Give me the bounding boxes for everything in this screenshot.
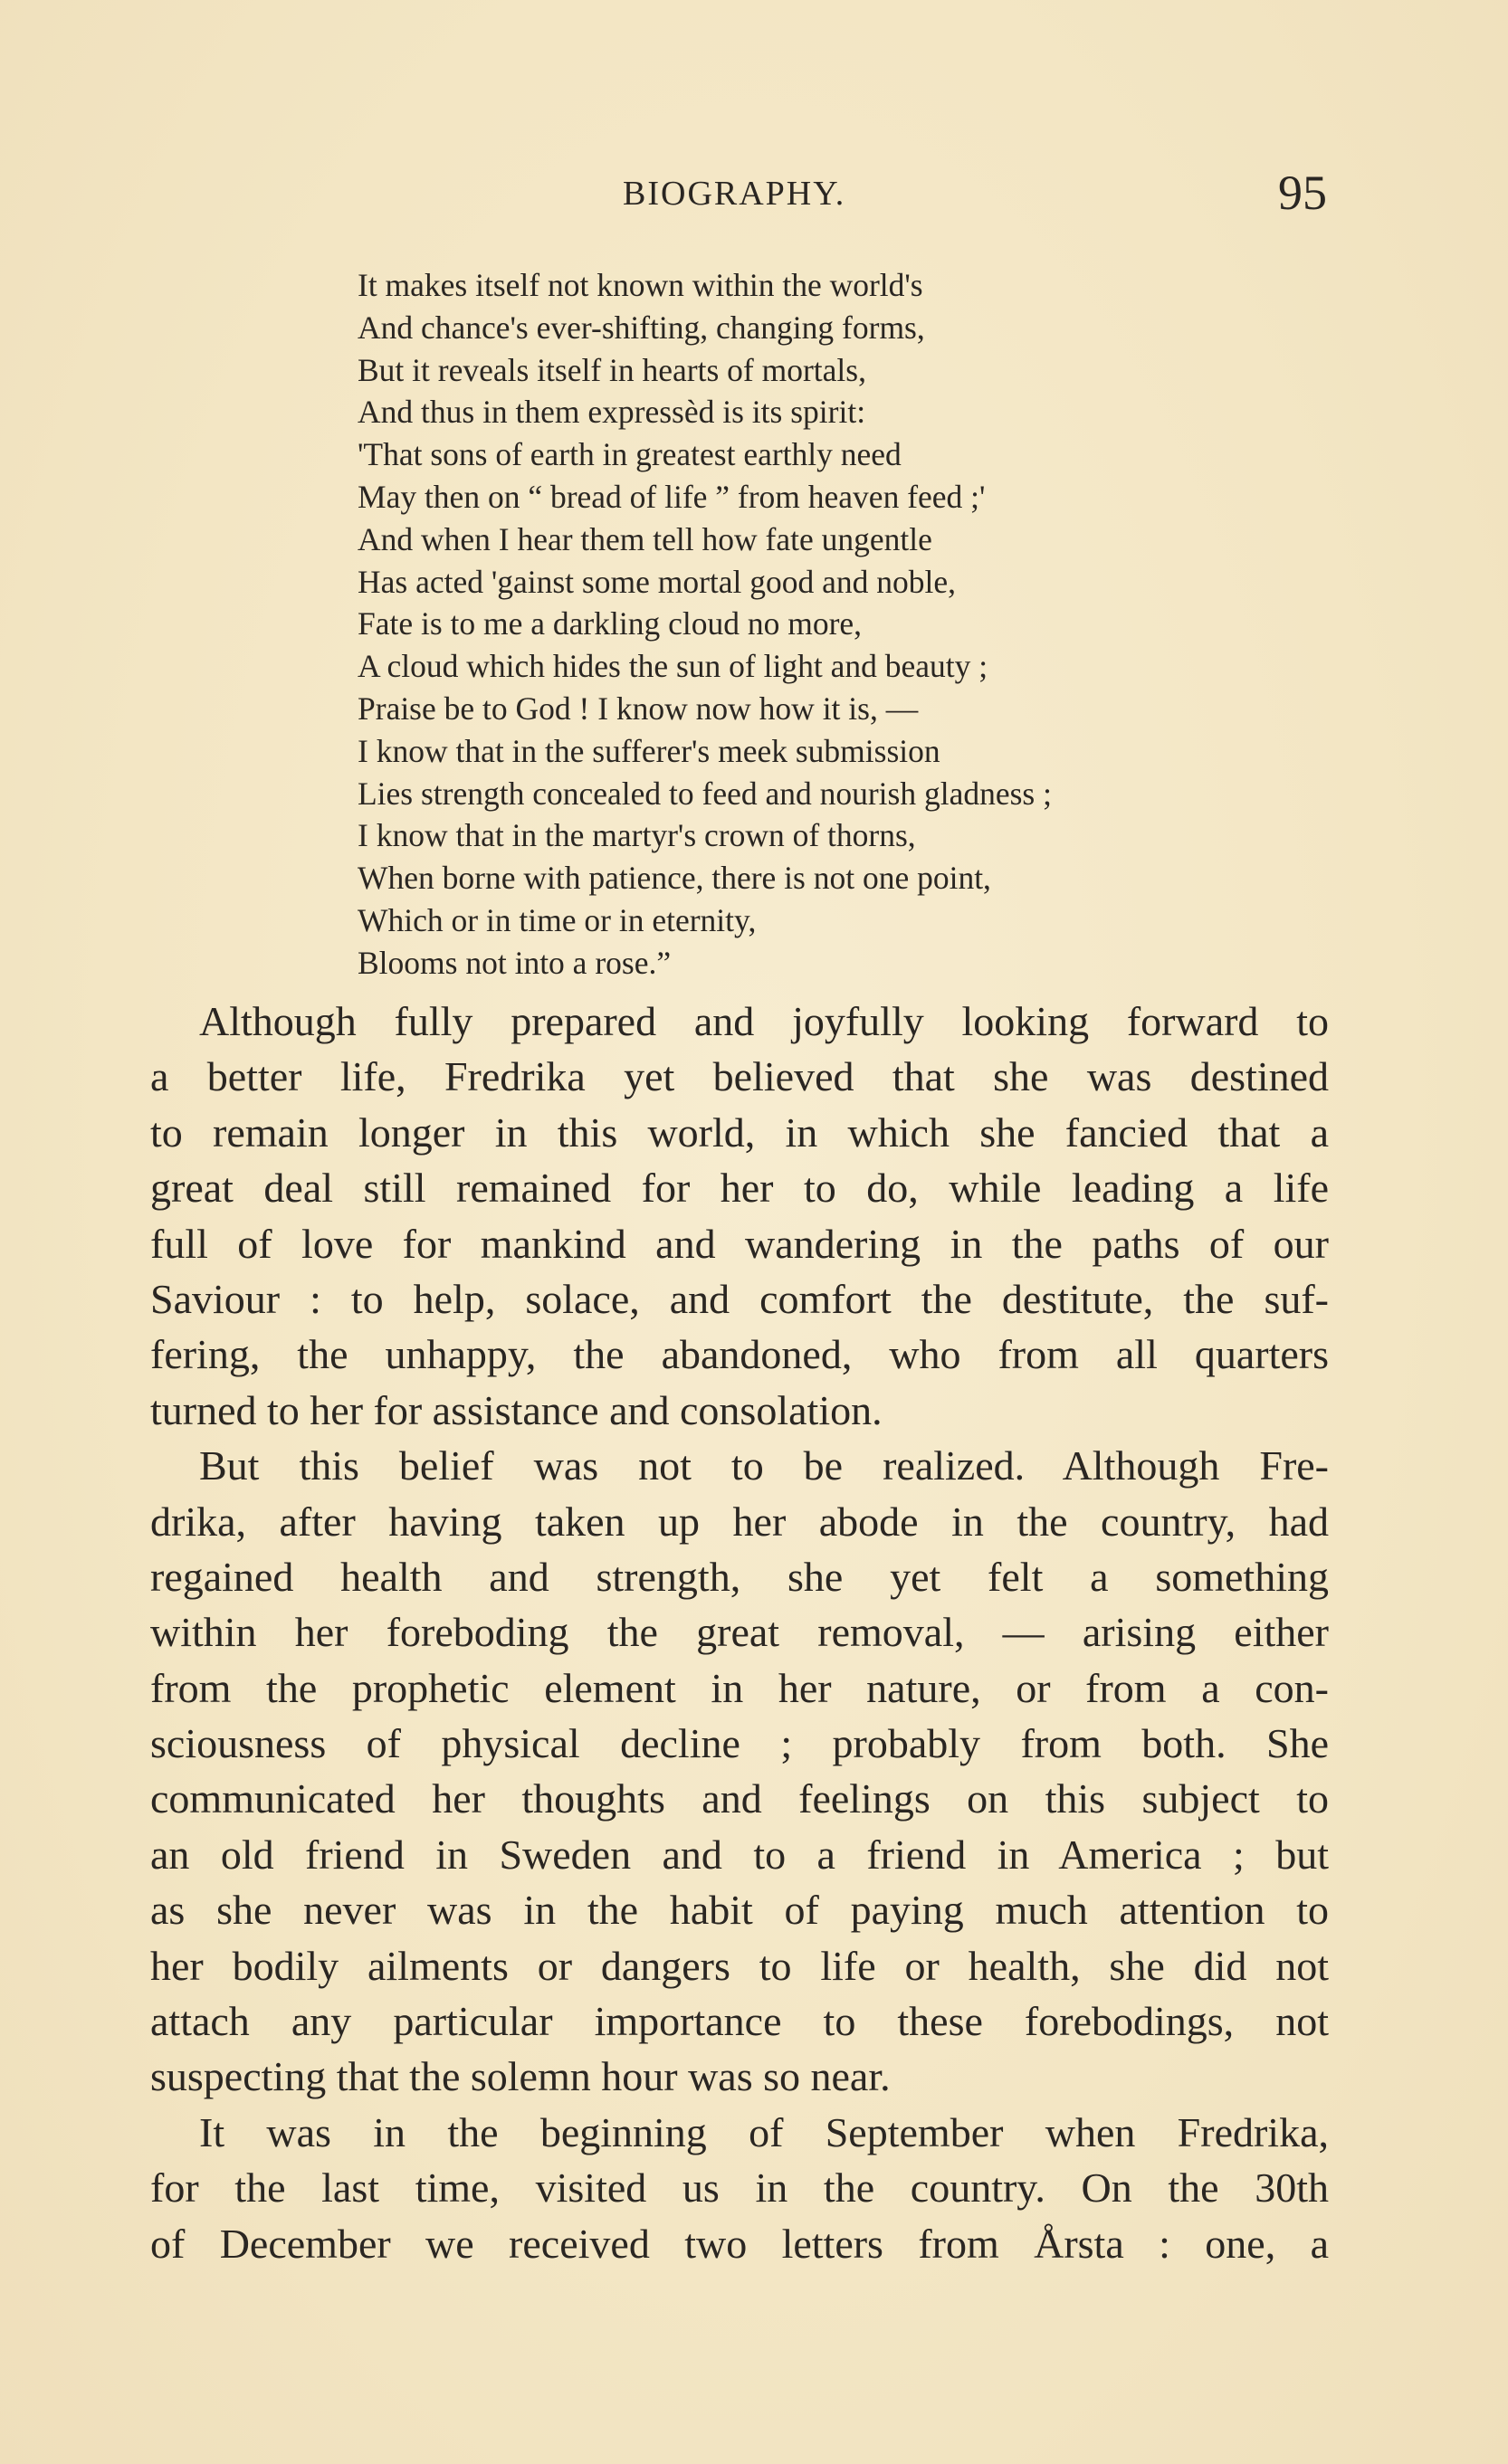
poem-line: When borne with patience, there is not one point, <box>358 860 991 897</box>
poem-line: Has acted 'gainst some mortal good and noble, <box>358 563 957 600</box>
text-line: But this belief was not to be realized. Although Fre- <box>199 1442 1329 1489</box>
text-line: within her foreboding the great removal, — arising either <box>150 1609 1329 1656</box>
text-line: communicated her thoughts and feelings on this subject to <box>150 1775 1329 1822</box>
poem-line: I know that in the martyr's crown of thorns, <box>358 817 916 854</box>
text-line: full of love for mankind and wandering in the paths of our <box>150 1220 1329 1267</box>
text-line: an old friend in Sweden and to a friend in America ; but <box>150 1831 1329 1878</box>
text-line: attach any particular importance to these forebodings, not <box>150 1998 1329 2045</box>
text-line: great deal still remained for her to do, while leading a life <box>150 1165 1329 1212</box>
text-line: from the prophetic element in her nature, or from a con- <box>150 1664 1329 1711</box>
poem-line: Fate is to me a darkling cloud no more, <box>358 605 863 642</box>
poem-line: Praise be to God ! I know now how it is, — <box>358 690 919 727</box>
text-line: of December we received two letters from Årsta : one, a <box>150 2220 1329 2267</box>
poem-line: 'That sons of earth in greatest earthly need <box>358 436 902 473</box>
page-number: 95 <box>1278 166 1327 220</box>
running-head: BIOGRAPHY. <box>623 175 846 213</box>
poem-line: And when I hear them tell how fate ungentle <box>358 520 932 557</box>
poem-line: I know that in the sufferer's meek submission <box>358 732 940 769</box>
text-line: her bodily ailments or dangers to life or health, she did not <box>150 1942 1329 1989</box>
poem-line: May then on “ bread of life ” from heaven feed ;' <box>358 478 986 515</box>
paragraph-2 <box>150 1438 1329 2105</box>
poem-line: But it reveals itself in hearts of mortals, <box>358 351 866 388</box>
text-line: regained health and strength, she yet felt a something <box>150 1553 1329 1600</box>
paragraph-3 <box>150 2105 1329 2271</box>
text-line: to remain longer in this world, in which she fancied that a <box>150 1108 1329 1156</box>
body-text <box>150 994 1329 2271</box>
poem-line: A cloud which hides the sun of light and beauty ; <box>358 648 988 685</box>
text-line: drika, after having taken up her abode in the country, had <box>150 1498 1329 1545</box>
text-line: Saviour : to help, solace, and comfort the destitute, the suf- <box>150 1275 1329 1322</box>
poem-line: Blooms not into a rose.” <box>358 944 672 981</box>
poem-line: And thus in them expressèd is its spirit: <box>358 394 866 431</box>
text-line: as she never was in the habit of paying much attention to <box>150 1887 1329 1934</box>
text-line: sciousness of physical decline ; probably from both. She <box>150 1720 1329 1767</box>
text-line: It was in the beginning of September when Fredrika, <box>199 2108 1329 2155</box>
poem-line: Which or in time or in eternity, <box>358 901 757 938</box>
text-line: turned to her for assistance and consolation. <box>150 1386 883 1433</box>
text-line: suspecting that the solemn hour was so near. <box>150 2053 891 2100</box>
poem-block <box>358 264 1317 985</box>
page-header <box>0 166 1508 224</box>
text-line: Although fully prepared and joyfully looking forward to <box>199 998 1329 1044</box>
paragraph-1 <box>150 994 1329 1438</box>
text-line: for the last time, visited us in the country. On the 30th <box>150 2164 1329 2212</box>
text-line: fering, the unhappy, the abandoned, who from all quarters <box>150 1331 1329 1378</box>
text-line: a better life, Fredrika yet believed that she was destined <box>150 1053 1329 1100</box>
poem-line: Lies strength concealed to feed and nourish gladness ; <box>358 775 1052 812</box>
poem-line: And chance's ever-shifting, changing forms, <box>358 309 925 346</box>
poem-line: It makes itself not known within the world's <box>358 267 923 303</box>
